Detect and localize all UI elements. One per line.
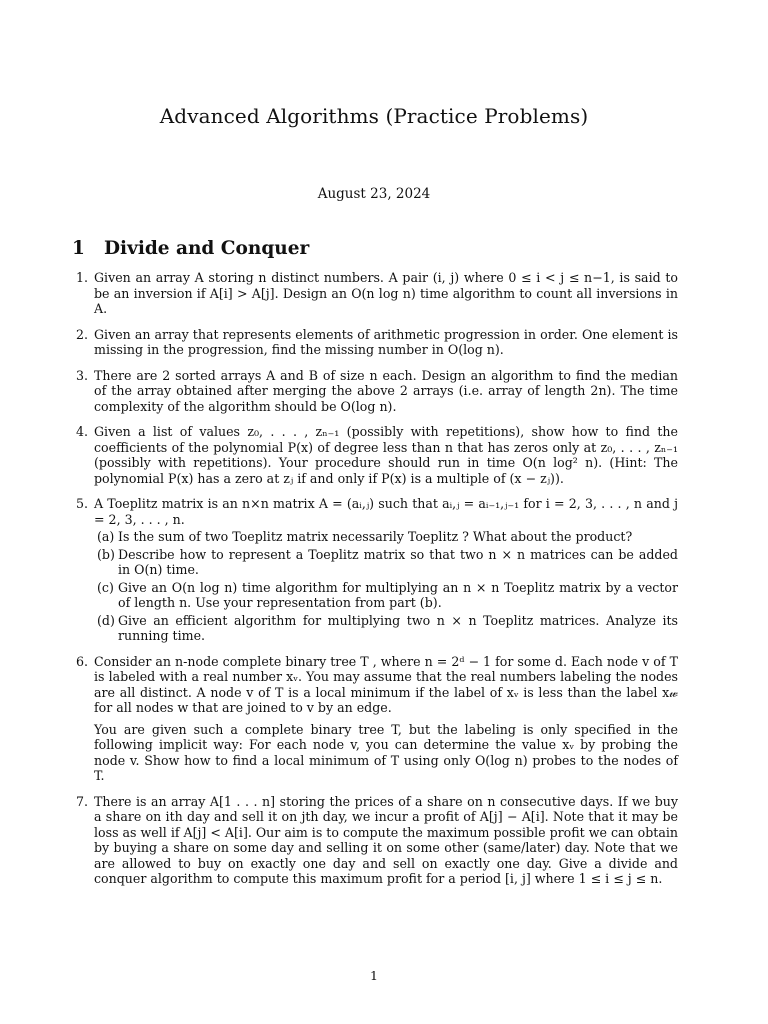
problem-text: Given an array that represents elements of arithmetic progression in order. One element is missing in the progression, find the missing number in O(log n). — [94, 326, 678, 357]
problem-number: 6. — [76, 653, 89, 669]
problem-text-continued: You are given such a complete binary tree T, but the labeling is only specified in the following implicit way: For each node v, you can determine the value xᵥ by probing the node v. Show how to find a local minimum of T using only O(log n) probes to the nodes of T. — [94, 721, 678, 783]
subpart-item — [94, 613, 678, 644]
problem-text: There is an array A[1 . . . n] storing the prices of a share on n consecutive days. If we buy a share on ith day and sell it on jth day, we incur a profit of A[j] − A[i]. Note that it may be loss as well if A[j] < A[i]. Our aim is to compute the maximum possible profit we can obtain by buying a share on some day and selling it on some other (same/later) day. Note that we are allowed to buy on exactly one day and sell on exactly one day. Give a divide and conquer algorithm to compute this maximum profit for a period [i, j] where 1 ≤ i ≤ j ≤ n. — [94, 793, 678, 886]
problem-number: 5. — [76, 496, 89, 511]
problem-text: Given a list of values z₀, . . . , zₙ₋₁ (possibly with repetitions), show how to find the coefficients of the polynomial P(x) of degree less than n that has zeros only at z₀, . . . , zₙ₋₁ (possibly with repetitions). Your procedure should run in time O(n log² n). (Hint: The polynomial P(x) has a zero at zⱼ if and only if P(x) is a multiple of (x − zⱼ)). — [94, 424, 678, 486]
problem-item — [74, 496, 678, 644]
subpart-item — [94, 529, 678, 545]
page-number: 1 — [370, 968, 378, 983]
subpart-text: Is the sum of two Toeplitz matrix necessarily Toeplitz ? What about the product? — [118, 529, 633, 544]
problem-item — [74, 270, 678, 317]
problem-number: 2. — [76, 326, 89, 342]
subpart-label: (c) — [97, 579, 114, 595]
section-title: Divide and Conquer — [104, 238, 310, 259]
subpart-item — [94, 580, 678, 611]
subpart-text: Describe how to represent a Toeplitz matrix so that two n × n matrices can be added in O(n) time. — [118, 546, 678, 577]
subpart-text: Give an O(n log n) time algorithm for multiplying an n × n Toeplitz matrix by a vector of length n. Use your representation from part (b). — [118, 579, 678, 610]
problem-item — [74, 327, 678, 358]
problem-text: Consider an n-node complete binary tree T , where n = 2ᵈ − 1 for some d. Each node v of T is labeled with a real number xᵥ. You may assume that the real numbers labeling the nodes are all distinct. A node v of T is a local minimum if the label of xᵥ is less than the label x𝓌 for all nodes w that are joined to v by an edge. — [94, 653, 678, 715]
problem-number: 3. — [76, 367, 89, 383]
section-heading — [72, 238, 309, 259]
subpart-text: Give an efficient algorithm for multiplying two n × n Toeplitz matrices. Analyze its running time. — [118, 612, 678, 643]
problem-item — [74, 654, 678, 784]
problem-text: Given an array A storing n distinct numbers. A pair (i, j) where 0 ≤ i < j ≤ n−1, is said to be an inversion if A[i] > A[j]. Design an O(n log n) time algorithm to count all inversions in A. — [94, 270, 678, 316]
subpart-label: (d) — [97, 612, 115, 628]
problem-item — [74, 794, 678, 887]
subpart-label: (b) — [97, 546, 115, 562]
problem-number: 7. — [76, 793, 89, 809]
subpart-label: (a) — [97, 529, 115, 544]
problem-item — [74, 368, 678, 415]
problem-number: 4. — [76, 424, 89, 439]
subpart-item — [94, 547, 678, 578]
document-date: August 23, 2024 — [317, 186, 431, 202]
problem-list — [74, 270, 678, 897]
page-title: Advanced Algorithms (Practice Problems) — [159, 104, 589, 128]
problem-text: A Toeplitz matrix is an n×n matrix A = (aᵢ,ⱼ) such that aᵢ,ⱼ = aᵢ₋₁,ⱼ₋₁ for i = 2, 3, . . . , n and j = 2, 3, . . . , n. — [94, 496, 678, 527]
problem-number: 1. — [76, 270, 89, 285]
problem-text: There are 2 sorted arrays A and B of size n each. Design an algorithm to find the median of the array obtained after merging the above 2 arrays (i.e. array of length 2n). The time complexity of the algorithm should be O(log n). — [94, 367, 678, 414]
problem-item — [74, 424, 678, 486]
section-number: 1 — [72, 238, 85, 259]
subpart-list — [94, 529, 678, 644]
